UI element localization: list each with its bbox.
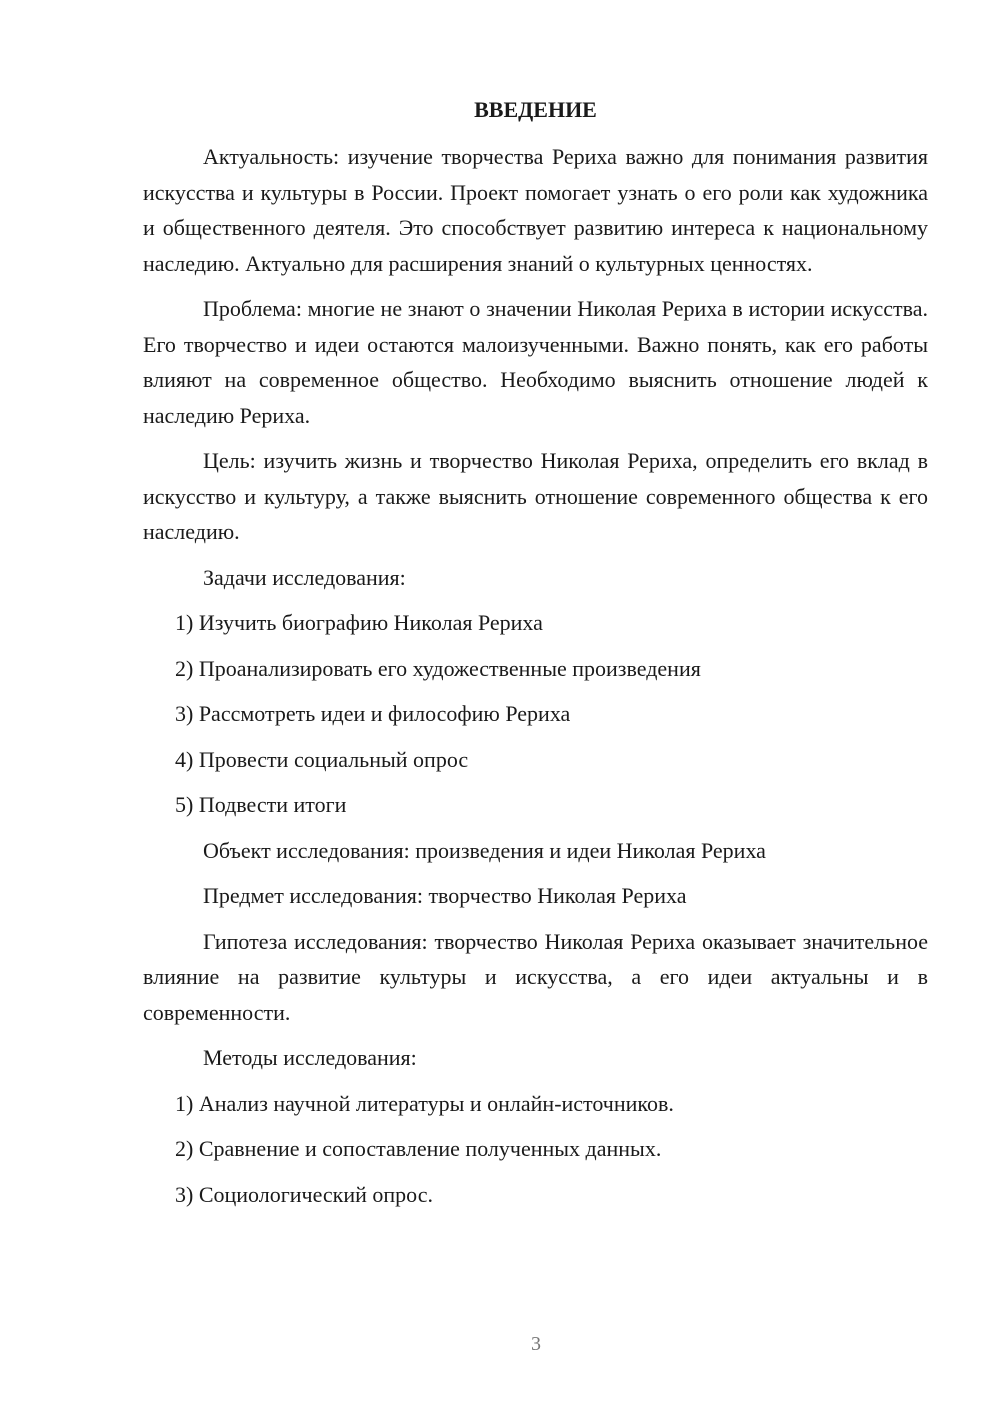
hypothesis-paragraph: Гипотеза исследования: творчество Николая Рериха оказывает значительное влияние на развитие культуры и искусства, а его идеи актуальны и в современности. [143, 928, 928, 1025]
subject-line: Предмет исследования: творчество Николая Рериха [203, 883, 687, 908]
list-item: 1) Изучить биографию Николая Рериха [175, 610, 543, 635]
problem-paragraph: Проблема: многие не знают о значении Николая Рериха в истории искусства. Его творчество и идеи остаются малоизученными. Важно понять, как его работы влияют на современное общество. Необходимо выяснить отношение людей к наследию Рериха. [143, 296, 928, 428]
tasks-list [143, 605, 928, 823]
object-line: Объект исследования: произведения и идеи Николая Рериха [203, 837, 766, 863]
document-page [143, 92, 928, 1222]
list-item: 1) Анализ научной литературы и онлайн-источников. [175, 1090, 674, 1116]
relevance-paragraph: Актуальность: изучение творчества Рериха важно для понимания развития искусства и культуры в России. Проект помогает узнать о его роли как художника и общественного деятеля. Это способствует развитию интереса к национальному наследию. Актуально для расширения знаний о культурных ценностях. [143, 144, 928, 276]
goal-paragraph: Цель: изучить жизнь и творчество Николая Рериха, определить его вклад в искусство и культуру, а также выяснить отношение современного общества к его наследию. [143, 448, 928, 544]
list-item: 5) Подвести итоги [175, 792, 347, 817]
list-item: 4) Провести социальный опрос [175, 746, 469, 772]
list-item: 3) Социологический опрос. [175, 1181, 433, 1207]
methods-list [143, 1086, 928, 1213]
list-item: 2) Сравнение и сопоставление полученных данных. [175, 1136, 662, 1161]
list-item: 3) Рассмотреть идеи и философию Рериха [175, 701, 571, 726]
page-number: 3 [531, 1333, 541, 1355]
page-title: ВВЕДЕНИЕ [474, 97, 597, 122]
methods-heading: Методы исследования: [203, 1045, 417, 1070]
tasks-heading: Задачи исследования: [203, 564, 406, 590]
list-item: 2) Проанализировать его художественные произведения [175, 655, 701, 681]
